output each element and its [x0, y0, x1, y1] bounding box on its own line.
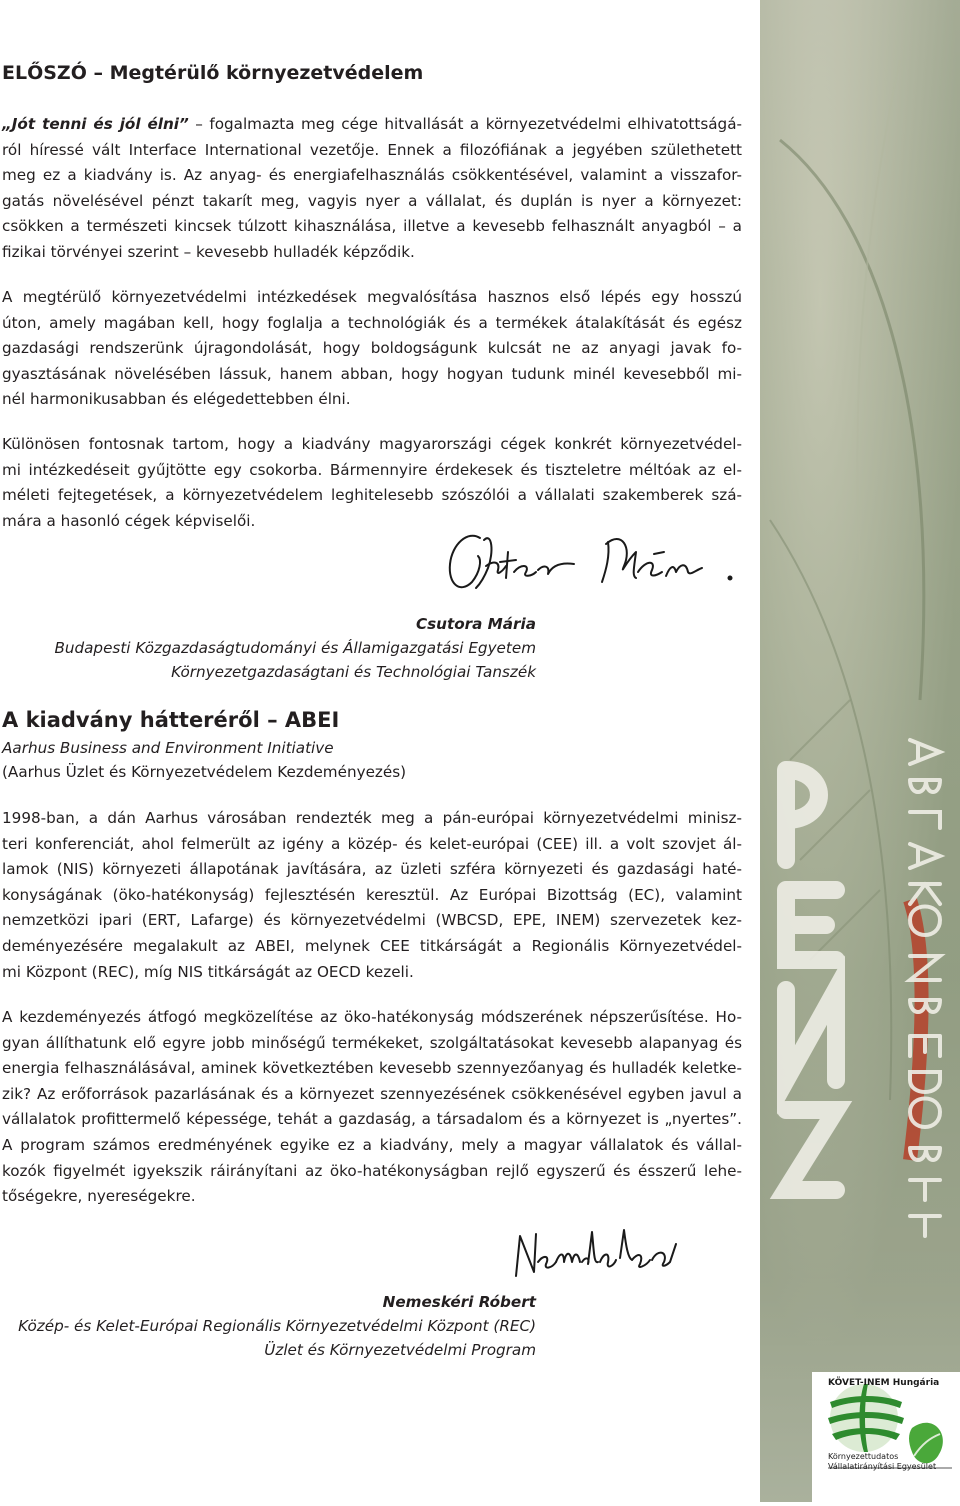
- text-line: úton, amely magában kell, hogy foglalja a technológiák és a termékek átalakítását és egész: [2, 313, 742, 332]
- text-line: fizikai törvényei szerint – kevesebb hulladék képződik.: [2, 242, 415, 261]
- text-line: nemzetközi ipari (ERT, Lafarge) és környezetvédelmi (WBCSD, EPE, INEM) szervezetek kez-: [2, 911, 742, 930]
- text-line: mi intézkedéseit gyűjtötte egy csokorba. Bármennyire érdekesek és tiszteletre méltóak az el-: [2, 460, 742, 479]
- author-affiliation: Budapesti Közgazdaságtudományi és Államigazgatási Egyetem: [54, 639, 536, 657]
- text-line: gyan állíthatunk elő egyre jobb minőségű termékeket, szolgáltatásokat kevesebb alapanyag és: [2, 1033, 742, 1052]
- author-affiliation: Közép- és Kelet-Európai Regionális Környezetvédelmi Központ (REC): [18, 1317, 536, 1335]
- author-name: Csutora Mária: [415, 615, 536, 633]
- section-title: A kiadvány hátteréről – ABEI: [2, 708, 340, 732]
- text-line: kozók figyelmét igyekszik ráirányítani az öko-hatékonyságban rejlő egyszerű és ésszerű lehe-: [2, 1161, 742, 1180]
- kovet-inem-logo: [812, 1372, 960, 1502]
- preface-paragraph-1: [2, 112, 742, 266]
- author-affiliation: Üzlet és Környezetvédelmi Program: [264, 1341, 536, 1359]
- text-line: zik? Az erőforrások pazarlásának és a környezet szennyezésének csökkenésével egyben javul a: [2, 1084, 742, 1103]
- text-line: vállalatok profittermelő képessége, tehát a gazdaság, a társadalom és a környezet is „nyertes”.: [2, 1110, 742, 1129]
- author-affiliation: Környezetgazdaságtani és Technológiai Tanszék: [171, 663, 536, 681]
- author-block-2: [18, 1290, 536, 1362]
- section-subtitle: Aarhus Business and Environment Initiative (Aarhus Üzlet és Környezetvédelem Kezdeményezés): [2, 739, 407, 781]
- text-line: gatás növelésével pénzt takarít meg, vagyis nyer a vállalat, és duplán is nyer a környezet:: [2, 191, 742, 210]
- preface-paragraph-2: [2, 285, 742, 413]
- text-line: ról híressé vált Interface International vezetője. Ennek a filozófiának a jegyében születhetett: [2, 140, 742, 159]
- text-line: A kezdeményezés átfogó megközelítése az öko-hatékonyság módszerének népszerűsítése. Ho-: [2, 1008, 742, 1026]
- text-line: gyasztásának növelésében lássuk, hanem abban, hogy hogyan tudunk minél kevesebből mi-: [2, 364, 742, 383]
- decorative-side-image: [760, 0, 960, 1502]
- text-line: meg ez a kiadvány is. Az anyag- és energiafelhasználás csökkentésével, valamint a visszafor-: [2, 166, 742, 185]
- text-line: 1998-ban, a dán Aarhus városában rendezték meg a pán-európai környezetvédelmi minisz-: [2, 809, 742, 827]
- text-line: tőségekre, nyereségekre.: [2, 1187, 196, 1206]
- globe-leaf-icon: [812, 1372, 960, 1502]
- text-line: mára a hasonló cégek képviselői.: [2, 511, 256, 530]
- text-line: teri konferenciát, ahol felmerült az igény a közép- és kelet-európai (CEE) ill. a volt szovjet ál-: [2, 834, 742, 853]
- text-line: „Jót tenni és jól élni” – fogalmazta meg cége hitvallását a környezetvédelmi elhivatottságá-: [2, 115, 742, 133]
- text-line: lamok (NIS) környezeti állapotának javítására, az üzleti szféra környezeti és gazdasági haté-: [2, 860, 742, 879]
- text-line: mi Központ (REC), míg NIS titkárságát az OECD kezeli.: [2, 962, 414, 981]
- signature-nemeskeri: [508, 1222, 688, 1284]
- abei-paragraph-1: [2, 806, 742, 985]
- text-line: csökken a természeti kincsek túlzott kihasználása, illetve a kevesebb felhasznált anyagból – a: [2, 217, 742, 236]
- text-line: konyságának (öko-hatékonyság) fejlesztésén keresztül. Az Európai Bizottság (EC), valamint: [2, 885, 742, 904]
- text-line: deményezésére megalakult az ABEI, melynek CEE titkárságát a Regionális Környezetvédel-: [2, 936, 742, 955]
- abei-paragraph-2: [2, 1005, 742, 1210]
- logo-caption: Környezettudatos Vállalatirányítási Egyesület: [828, 1452, 937, 1471]
- author-block-1: [54, 612, 536, 684]
- text-line: energia felhasználásával, aminek következtében kevesebb szennyezőanyag és hulladék keletke-: [2, 1059, 742, 1078]
- text-line: nél harmonikusabban és elégedettebben élni.: [2, 390, 351, 409]
- text-line: A megtérülő környezetvédelmi intézkedések megvalósítása hasznos első lépés egy hosszú: [2, 288, 742, 306]
- logo-title: KÖVET-INEM Hungária: [828, 1378, 940, 1388]
- preface-paragraph-3: [2, 432, 742, 534]
- text-line: gazdasági rendszerünk újragondolását, hogy boldogságunk kulcsát ne az anyagi javak fo-: [2, 339, 742, 358]
- preface-title: ELŐSZÓ – Megtérülő környezetvédelem: [2, 62, 424, 84]
- text-line: A program számos eredményének egyike ez a kiadvány, mely a magyar vállalatok és vállal-: [2, 1135, 742, 1154]
- leaf-artwork: [760, 0, 960, 1502]
- text-line: méleti fejtegetések, a környezetvédelem leghitelesebb szószólói a vállalati szakemberek szá-: [2, 486, 742, 505]
- text-line: Különösen fontosnak tartom, hogy a kiadvány magyarországi cégek konkrét környezetvédel-: [2, 435, 742, 453]
- signature-csutora: [440, 522, 740, 600]
- motto-quote: „Jót tenni és jól élni”: [2, 115, 189, 133]
- author-name: Nemeskéri Róbert: [382, 1293, 536, 1311]
